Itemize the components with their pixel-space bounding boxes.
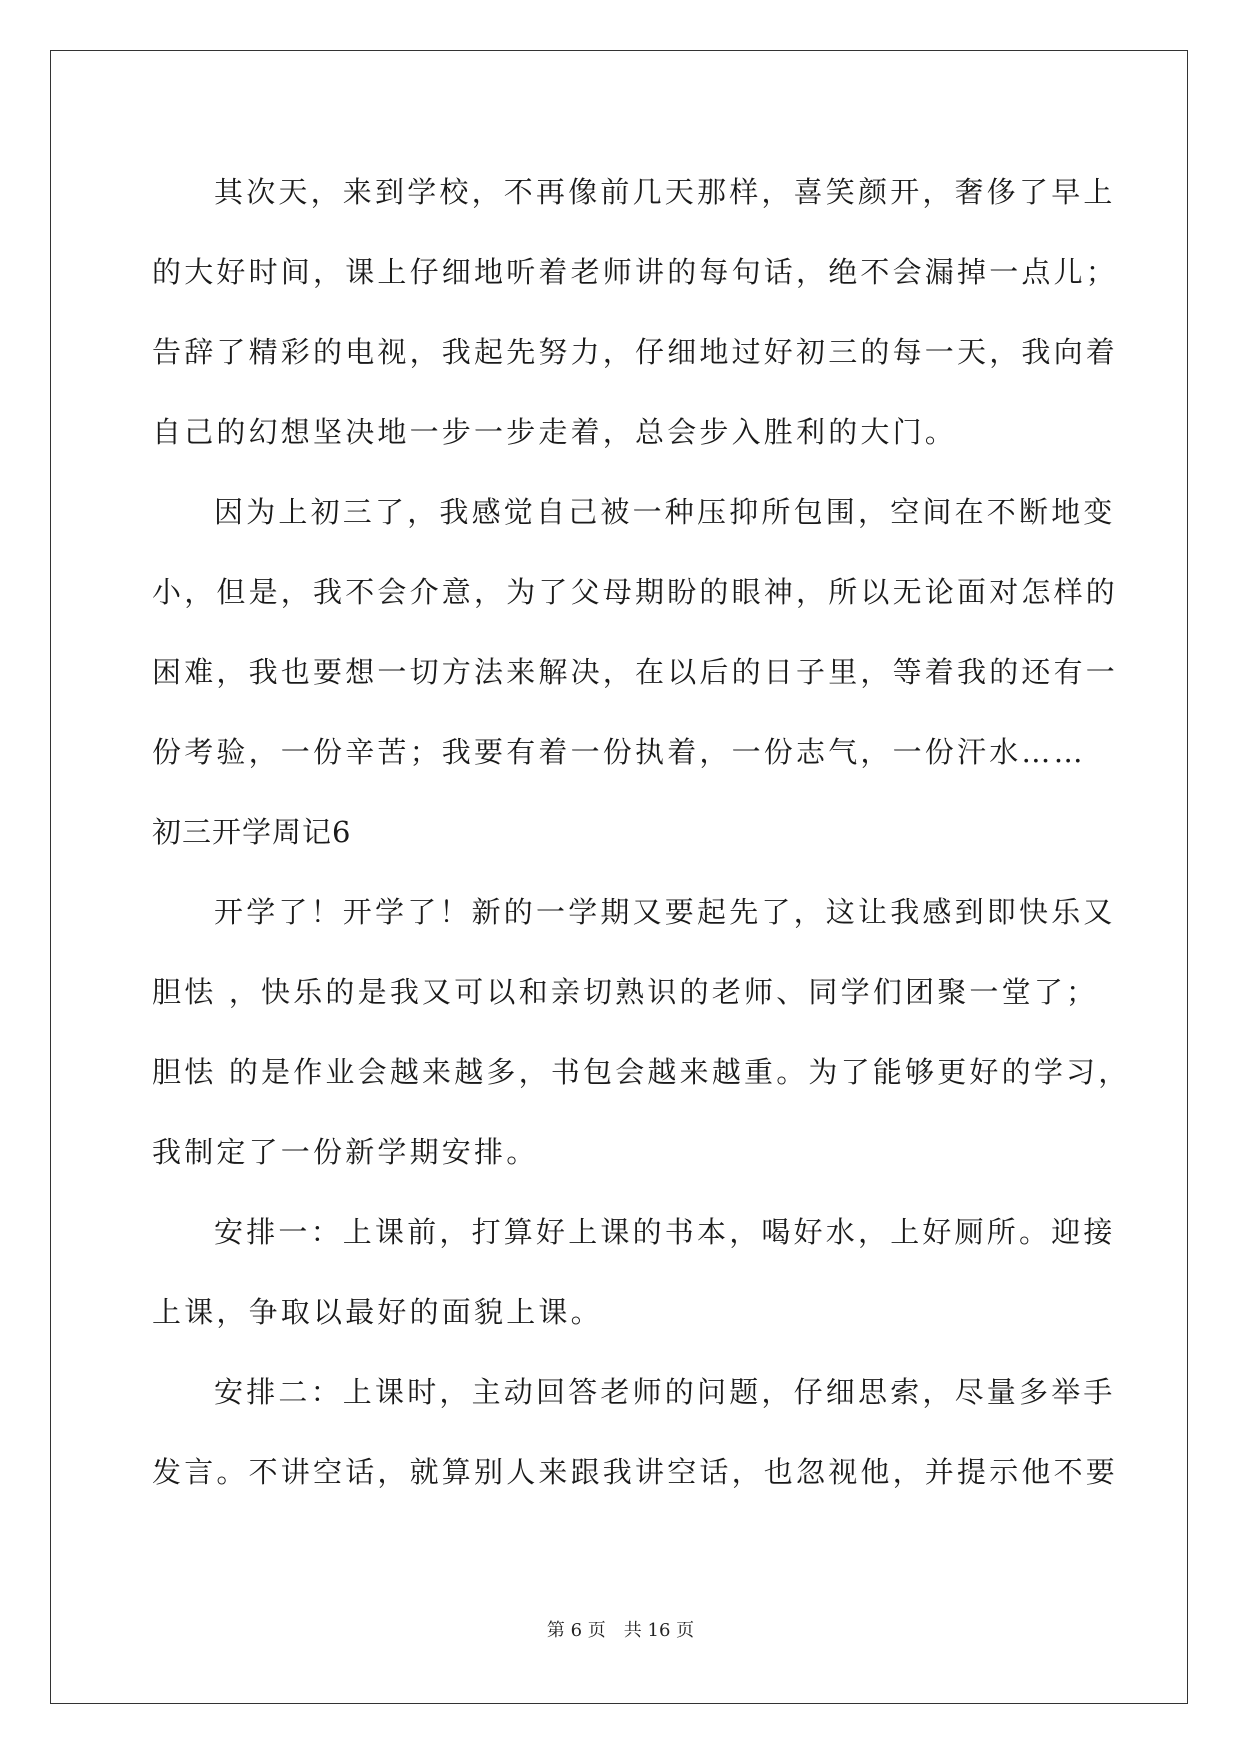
text-line: 上课，争取以最好的面貌上课。: [152, 1295, 603, 1329]
text-line: 发言。不讲空话，就算别人来跟我讲空话，也忽视他，并提示他不要: [152, 1455, 1119, 1489]
section-heading: 初三开学周记6: [152, 815, 352, 849]
page-number-footer: 第 6 页 共 16 页: [546, 1620, 695, 1641]
text-line: 的大好时间，课上仔细地听着老师讲的每句话，绝不会漏掉一点儿；: [152, 255, 1119, 289]
text-line: 因为上初三了，我感觉自己被一种压抑所包围，空间在不断地变: [214, 495, 1116, 529]
text-line: 开学了！开学了！新的一学期又要起先了，这让我感到即快乐又: [214, 895, 1116, 929]
text-line: 我制定了一份新学期安排。: [152, 1135, 539, 1169]
text-line: 安排二：上课时，主动回答老师的问题，仔细思索，尽量多举手: [214, 1375, 1116, 1409]
text-line: 胆怯 的是作业会越来越多，书包会越来越重。为了能够更好的学习，: [152, 1055, 1131, 1089]
text-line: 困难，我也要想一切方法来解决，在以后的日子里，等着我的还有一: [152, 655, 1119, 689]
text-line: 胆怯 ，快乐的是我又可以和亲切熟识的老师、同学们团聚一堂了；: [152, 975, 1099, 1009]
text-line: 份考验，一份辛苦；我要有着一份执着，一份志气，一份汗水……: [152, 735, 1086, 769]
text-line: 自己的幻想坚决地一步一步走着，总会步入胜利的大门。: [152, 415, 958, 449]
text-line: 安排一：上课前，打算好上课的书本，喝好水，上好厕所。迎接: [214, 1215, 1116, 1249]
text-line: 其次天，来到学校，不再像前几天那样，喜笑颜开，奢侈了早上: [214, 175, 1116, 209]
text-line: 告辞了精彩的电视，我起先努力，仔细地过好初三的每一天，我向着: [152, 335, 1119, 369]
text-line: 小，但是，我不会介意，为了父母期盼的眼神，所以无论面对怎样的: [152, 575, 1119, 609]
